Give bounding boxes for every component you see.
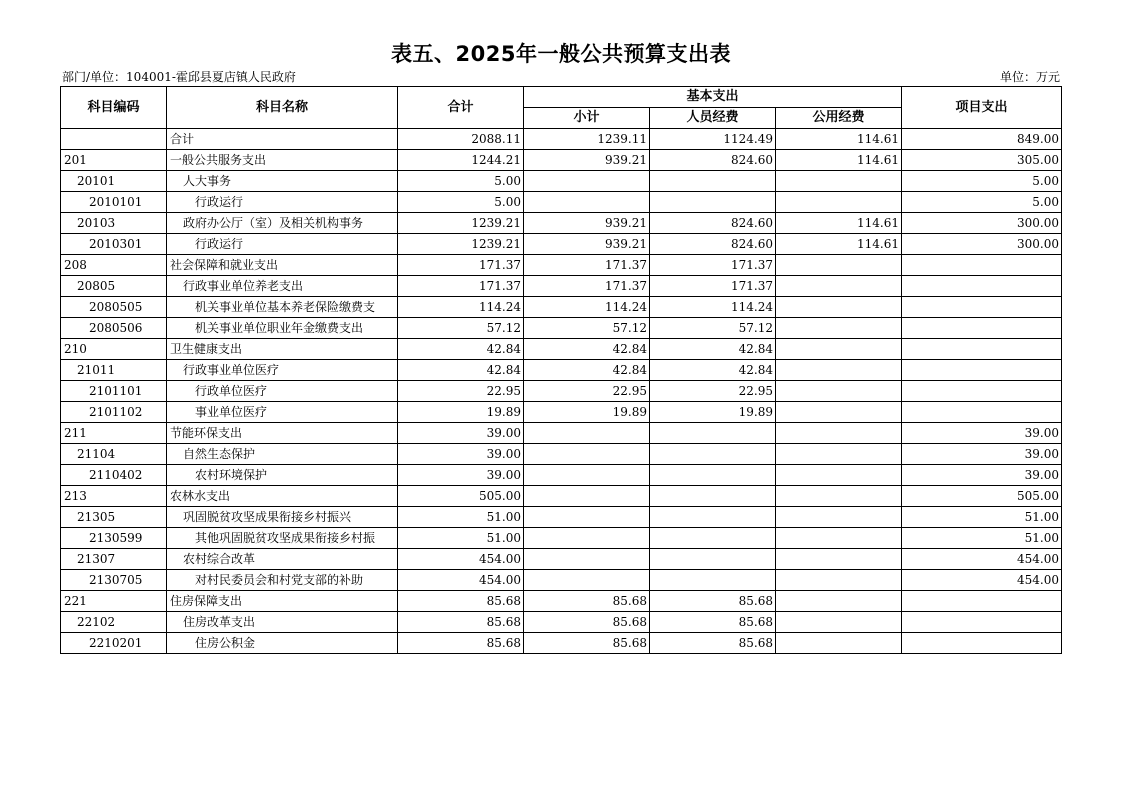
table-row — [61, 465, 1062, 486]
cell-name: 行政事业单位医疗 — [167, 360, 398, 381]
cell-project — [902, 276, 1062, 297]
cell-name: 一般公共服务支出 — [167, 150, 398, 171]
cell-total: 454.00 — [398, 549, 524, 570]
header-public: 公用经费 — [776, 108, 902, 129]
cell-code: 210 — [61, 339, 167, 360]
cell-total: 39.00 — [398, 465, 524, 486]
cell-public — [776, 339, 902, 360]
cell-code: 20101 — [61, 171, 167, 192]
cell-public — [776, 423, 902, 444]
cell-personnel — [650, 528, 776, 549]
cell-subtotal: 22.95 — [524, 381, 650, 402]
cell-code: 21307 — [61, 549, 167, 570]
table-body — [61, 129, 1062, 654]
cell-personnel: 824.60 — [650, 150, 776, 171]
cell-public: 114.61 — [776, 150, 902, 171]
cell-public — [776, 444, 902, 465]
cell-project: 300.00 — [902, 234, 1062, 255]
cell-project: 39.00 — [902, 444, 1062, 465]
table-row — [61, 591, 1062, 612]
table-row — [61, 129, 1062, 150]
cell-personnel: 42.84 — [650, 339, 776, 360]
cell-personnel: 171.37 — [650, 255, 776, 276]
cell-subtotal: 42.84 — [524, 360, 650, 381]
cell-personnel — [650, 570, 776, 591]
cell-total: 2088.11 — [398, 129, 524, 150]
cell-public — [776, 549, 902, 570]
table-row — [61, 276, 1062, 297]
cell-project: 505.00 — [902, 486, 1062, 507]
cell-total: 85.68 — [398, 633, 524, 654]
cell-personnel — [650, 171, 776, 192]
cell-personnel — [650, 486, 776, 507]
cell-name: 机关事业单位基本养老保险缴费支 — [167, 297, 398, 318]
table-row — [61, 423, 1062, 444]
cell-code: 22102 — [61, 612, 167, 633]
cell-subtotal — [524, 549, 650, 570]
cell-subtotal — [524, 570, 650, 591]
table-row — [61, 402, 1062, 423]
cell-subtotal — [524, 423, 650, 444]
cell-code: 2080506 — [61, 318, 167, 339]
table-row — [61, 255, 1062, 276]
cell-name: 合计 — [167, 129, 398, 150]
cell-total: 57.12 — [398, 318, 524, 339]
cell-total: 5.00 — [398, 171, 524, 192]
cell-total: 1244.21 — [398, 150, 524, 171]
cell-name: 农村环境保护 — [167, 465, 398, 486]
cell-code: 2110402 — [61, 465, 167, 486]
cell-code: 2130705 — [61, 570, 167, 591]
cell-name: 卫生健康支出 — [167, 339, 398, 360]
cell-project — [902, 591, 1062, 612]
header-subtotal: 小计 — [524, 108, 650, 129]
cell-personnel: 22.95 — [650, 381, 776, 402]
cell-project — [902, 339, 1062, 360]
cell-public — [776, 381, 902, 402]
cell-subtotal — [524, 486, 650, 507]
cell-total: 39.00 — [398, 423, 524, 444]
cell-code — [61, 129, 167, 150]
cell-name: 住房改革支出 — [167, 612, 398, 633]
cell-public — [776, 465, 902, 486]
cell-project: 5.00 — [902, 171, 1062, 192]
cell-public — [776, 507, 902, 528]
cell-project — [902, 297, 1062, 318]
cell-project: 454.00 — [902, 570, 1062, 591]
header-personnel: 人员经费 — [650, 108, 776, 129]
cell-subtotal: 171.37 — [524, 255, 650, 276]
cell-code: 2080505 — [61, 297, 167, 318]
cell-total: 19.89 — [398, 402, 524, 423]
table-row — [61, 339, 1062, 360]
cell-public — [776, 318, 902, 339]
cell-subtotal — [524, 507, 650, 528]
cell-code: 208 — [61, 255, 167, 276]
cell-project: 51.00 — [902, 507, 1062, 528]
cell-code: 20103 — [61, 213, 167, 234]
cell-public — [776, 591, 902, 612]
cell-code: 21305 — [61, 507, 167, 528]
cell-total: 22.95 — [398, 381, 524, 402]
cell-total: 5.00 — [398, 192, 524, 213]
cell-subtotal — [524, 171, 650, 192]
cell-subtotal: 171.37 — [524, 276, 650, 297]
cell-project — [902, 381, 1062, 402]
cell-name: 自然生态保护 — [167, 444, 398, 465]
cell-personnel — [650, 192, 776, 213]
cell-personnel: 57.12 — [650, 318, 776, 339]
page-title: 表五、2025年一般公共预算支出表 — [391, 42, 731, 66]
table-row — [61, 150, 1062, 171]
cell-public — [776, 486, 902, 507]
cell-code: 2010301 — [61, 234, 167, 255]
cell-name: 节能环保支出 — [167, 423, 398, 444]
cell-public: 114.61 — [776, 234, 902, 255]
table-row — [61, 486, 1062, 507]
cell-name: 机关事业单位职业年金缴费支出 — [167, 318, 398, 339]
cell-personnel — [650, 549, 776, 570]
cell-personnel — [650, 423, 776, 444]
header-project: 项目支出 — [902, 87, 1062, 129]
cell-name: 对村民委员会和村党支部的补助 — [167, 570, 398, 591]
cell-name: 事业单位医疗 — [167, 402, 398, 423]
cell-subtotal — [524, 528, 650, 549]
cell-code: 2130599 — [61, 528, 167, 549]
cell-total: 42.84 — [398, 360, 524, 381]
cell-project: 39.00 — [902, 465, 1062, 486]
cell-subtotal: 1239.11 — [524, 129, 650, 150]
table-row — [61, 570, 1062, 591]
cell-name: 政府办公厅（室）及相关机构事务 — [167, 213, 398, 234]
cell-subtotal: 85.68 — [524, 612, 650, 633]
cell-project: 5.00 — [902, 192, 1062, 213]
cell-public — [776, 633, 902, 654]
cell-total: 85.68 — [398, 591, 524, 612]
cell-subtotal: 939.21 — [524, 234, 650, 255]
cell-total: 51.00 — [398, 507, 524, 528]
cell-public: 114.61 — [776, 129, 902, 150]
department-label: 部门/单位：104001-霍邱县夏店镇人民政府 — [62, 70, 296, 84]
table-row — [61, 192, 1062, 213]
cell-personnel: 114.24 — [650, 297, 776, 318]
cell-personnel: 1124.49 — [650, 129, 776, 150]
cell-project: 51.00 — [902, 528, 1062, 549]
cell-total: 85.68 — [398, 612, 524, 633]
cell-public — [776, 402, 902, 423]
cell-subtotal — [524, 465, 650, 486]
cell-code: 2210201 — [61, 633, 167, 654]
cell-project: 300.00 — [902, 213, 1062, 234]
cell-public — [776, 612, 902, 633]
cell-name: 农村综合改革 — [167, 549, 398, 570]
cell-code: 21104 — [61, 444, 167, 465]
table-row — [61, 171, 1062, 192]
table-row — [61, 234, 1062, 255]
table-row — [61, 297, 1062, 318]
cell-name: 人大事务 — [167, 171, 398, 192]
table-row — [61, 528, 1062, 549]
cell-public — [776, 255, 902, 276]
cell-code: 221 — [61, 591, 167, 612]
cell-project — [902, 360, 1062, 381]
cell-personnel — [650, 465, 776, 486]
cell-subtotal: 939.21 — [524, 213, 650, 234]
header-total: 合计 — [398, 87, 524, 129]
cell-total: 171.37 — [398, 255, 524, 276]
cell-public — [776, 276, 902, 297]
cell-name: 巩固脱贫攻坚成果衔接乡村振兴 — [167, 507, 398, 528]
cell-subtotal: 57.12 — [524, 318, 650, 339]
cell-public — [776, 171, 902, 192]
cell-total: 51.00 — [398, 528, 524, 549]
cell-personnel: 42.84 — [650, 360, 776, 381]
header-code: 科目编码 — [61, 87, 167, 129]
cell-personnel: 824.60 — [650, 213, 776, 234]
table-row — [61, 612, 1062, 633]
cell-total: 114.24 — [398, 297, 524, 318]
cell-subtotal: 114.24 — [524, 297, 650, 318]
table-row — [61, 633, 1062, 654]
cell-total: 1239.21 — [398, 213, 524, 234]
cell-project — [902, 633, 1062, 654]
cell-name: 行政运行 — [167, 192, 398, 213]
cell-project: 39.00 — [902, 423, 1062, 444]
cell-personnel: 85.68 — [650, 591, 776, 612]
cell-code: 2101102 — [61, 402, 167, 423]
cell-public — [776, 570, 902, 591]
cell-total: 505.00 — [398, 486, 524, 507]
header-basic: 基本支出 — [524, 87, 902, 108]
cell-name: 社会保障和就业支出 — [167, 255, 398, 276]
budget-table — [60, 86, 1062, 654]
cell-personnel — [650, 444, 776, 465]
cell-public — [776, 528, 902, 549]
cell-name: 行政事业单位养老支出 — [167, 276, 398, 297]
cell-code: 2101101 — [61, 381, 167, 402]
cell-project — [902, 402, 1062, 423]
cell-subtotal: 19.89 — [524, 402, 650, 423]
cell-personnel — [650, 507, 776, 528]
cell-code: 21011 — [61, 360, 167, 381]
cell-project — [902, 255, 1062, 276]
cell-subtotal — [524, 444, 650, 465]
cell-total: 171.37 — [398, 276, 524, 297]
cell-name: 住房保障支出 — [167, 591, 398, 612]
table-row — [61, 549, 1062, 570]
table-row — [61, 318, 1062, 339]
cell-project: 849.00 — [902, 129, 1062, 150]
cell-public — [776, 297, 902, 318]
cell-code: 20805 — [61, 276, 167, 297]
cell-name: 住房公积金 — [167, 633, 398, 654]
cell-name: 其他巩固脱贫攻坚成果衔接乡村振 — [167, 528, 398, 549]
cell-total: 1239.21 — [398, 234, 524, 255]
cell-personnel: 19.89 — [650, 402, 776, 423]
table-row — [61, 444, 1062, 465]
cell-code: 201 — [61, 150, 167, 171]
cell-total: 39.00 — [398, 444, 524, 465]
table-row — [61, 360, 1062, 381]
cell-code: 2010101 — [61, 192, 167, 213]
cell-personnel: 85.68 — [650, 633, 776, 654]
cell-name: 行政运行 — [167, 234, 398, 255]
header-name: 科目名称 — [167, 87, 398, 129]
cell-code: 213 — [61, 486, 167, 507]
cell-project — [902, 318, 1062, 339]
cell-code: 211 — [61, 423, 167, 444]
table-row — [61, 507, 1062, 528]
cell-subtotal: 42.84 — [524, 339, 650, 360]
table-row — [61, 213, 1062, 234]
cell-subtotal: 939.21 — [524, 150, 650, 171]
cell-project: 305.00 — [902, 150, 1062, 171]
cell-project: 454.00 — [902, 549, 1062, 570]
cell-personnel: 85.68 — [650, 612, 776, 633]
cell-personnel: 171.37 — [650, 276, 776, 297]
cell-public — [776, 192, 902, 213]
table-row — [61, 381, 1062, 402]
cell-name: 农林水支出 — [167, 486, 398, 507]
cell-subtotal: 85.68 — [524, 633, 650, 654]
cell-project — [902, 612, 1062, 633]
cell-total: 454.00 — [398, 570, 524, 591]
cell-public — [776, 360, 902, 381]
cell-public: 114.61 — [776, 213, 902, 234]
unit-label: 单位：万元 — [999, 70, 1060, 84]
cell-subtotal: 85.68 — [524, 591, 650, 612]
cell-total: 42.84 — [398, 339, 524, 360]
cell-personnel: 824.60 — [650, 234, 776, 255]
cell-name: 行政单位医疗 — [167, 381, 398, 402]
cell-subtotal — [524, 192, 650, 213]
